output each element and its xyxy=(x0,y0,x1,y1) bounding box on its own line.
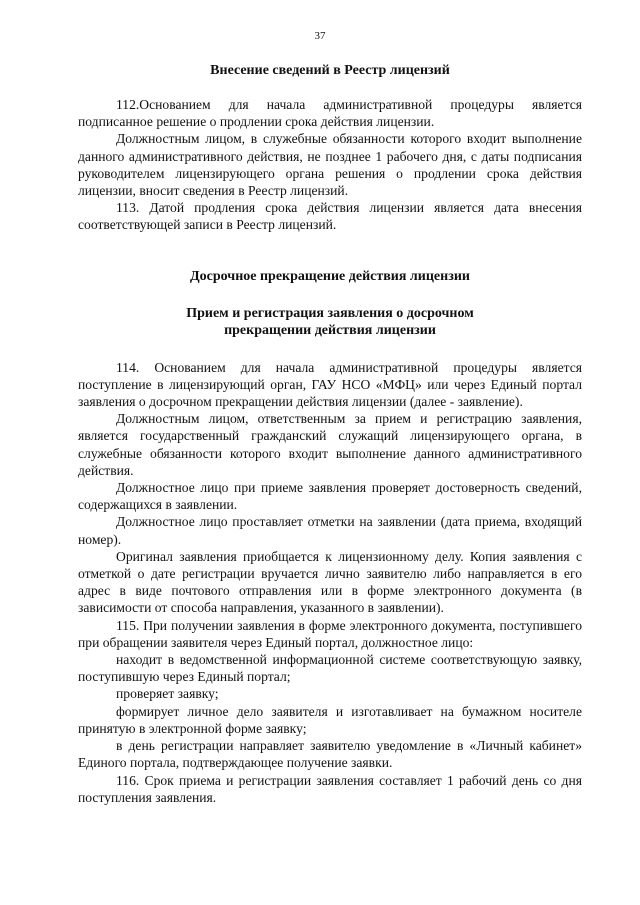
page-number: 37 xyxy=(314,30,326,42)
paragraph-official: Должностным лицом, в служебные обязанности которого входит выполнение данного административного действия, не позднее 1 рабочего дня, с даты подписания руководителем лицензирующего органа решения о продлении срока действия лицензии, вносит сведения в Реестр лицензий. xyxy=(78,131,582,199)
list-item-check: проверяет заявку; xyxy=(116,686,219,702)
paragraph-responsible: Должностным лицом, ответственным за прием и регистрацию заявления, является государственный гражданский служащий лицензирующего органа, в служебные обязанности которого входит выполнение данного административного действия. xyxy=(78,411,582,478)
list-item-find: находит в ведомственной информационной системе соответствующую заявку, поступившую через Единый портал; xyxy=(78,652,582,685)
list-item-form: формирует личное дело заявителя и изготавливает на бумажном носителе принятую в электронной форме заявку; xyxy=(78,703,582,736)
paragraph-original: Оригинал заявления приобщается к лицензионному делу. Копия заявления с отметкой о дате регистрации вручается лично заявителю либо направляется в его адрес в виде почтового отправления или в форме электронного документа (в зависимости от способа направления, указанного в заявлении). xyxy=(78,548,582,616)
document-body xyxy=(78,62,582,806)
list-item-notify: в день регистрации направляет заявителю уведомление в «Личный кабинет» Единого портала, подтверждающее получение заявки. xyxy=(78,738,582,771)
paragraph-114: 114. Основанием для начала административной процедуры является поступление в лицензирующий орган, ГАУ НСО «МФЦ» или через Единый портал заявления о досрочном прекращении действия лицензии (далее - заявление). xyxy=(78,359,582,410)
paragraph-113: 113. Датой продления срока действия лицензии является дата внесения соответствующей записи в Реестр лицензий. xyxy=(78,200,582,233)
paragraph-112: 112.Основанием для начала административной процедуры является подписанное решение о продлении срока действия лицензии. xyxy=(78,97,582,130)
paragraph-116: 116. Срок приема и регистрации заявления составляет 1 рабочий день со дня поступления заявления. xyxy=(78,772,582,805)
paragraph-marks: Должностное лицо проставляет отметки на заявлении (дата приема, входящий номер). xyxy=(78,514,582,547)
subsection-heading-line2: прекращении действия лицензии xyxy=(224,322,436,338)
subsection-heading-line1: Прием и регистрация заявления о досрочном xyxy=(186,305,474,321)
section-heading-termination: Досрочное прекращение действия лицензии xyxy=(190,268,470,284)
paragraph-115: 115. При получении заявления в форме электронного документа, поступившего при обращении заявителя через Единый портал, должностное лицо: xyxy=(78,617,582,650)
section-heading-registry: Внесение сведений в Реестр лицензий xyxy=(210,63,450,78)
paragraph-verification: Должностное лицо при приеме заявления проверяет достоверность сведений, содержащихся в заявлении. xyxy=(78,480,582,513)
